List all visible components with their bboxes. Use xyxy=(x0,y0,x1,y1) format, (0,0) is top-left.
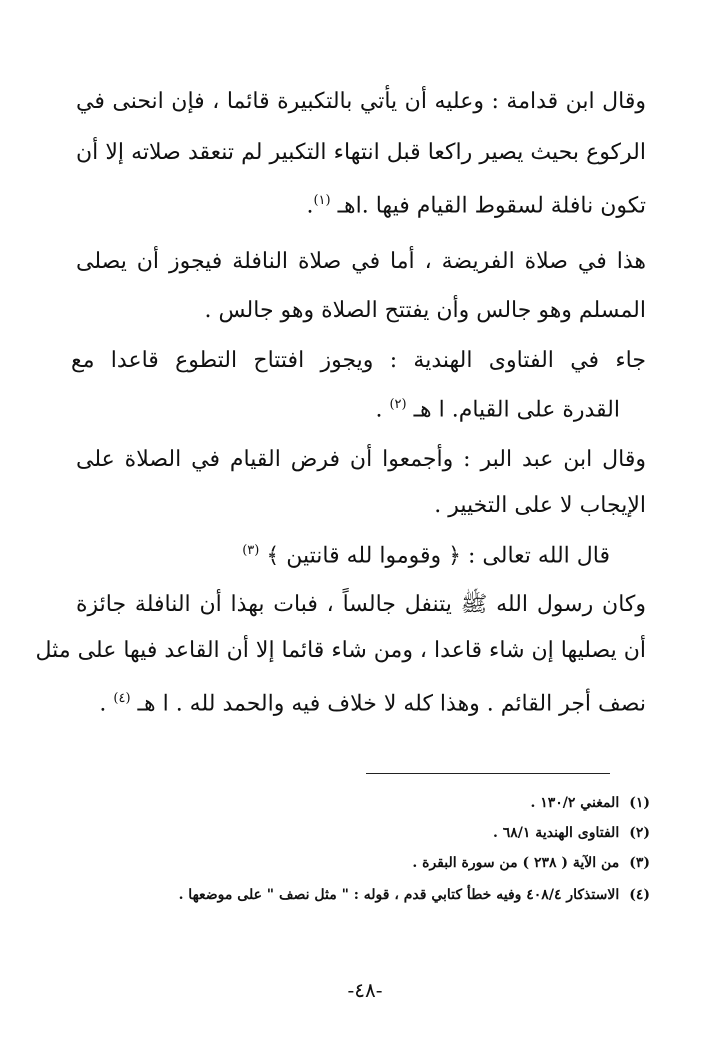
paragraph-1-line-3 xyxy=(76,186,646,221)
paragraph-6-end: . xyxy=(99,691,107,717)
footnote-2-text: الفتاوى الهندية ٦٨/١ . xyxy=(493,825,620,841)
paragraph-2-line-1: هذا في صلاة الفريضة ، أما في صلاة النافلة فيجوز أن يصلى xyxy=(76,249,646,274)
footnote-ref-4: (٤) xyxy=(113,691,131,706)
footnote-3 xyxy=(90,853,650,873)
footnote-ref-1: (١) xyxy=(313,193,331,208)
paragraph-6-line-3-text: نصف أجر القائم . وهذا كله لا خلاف فيه والحمد لله . ا هـ xyxy=(137,691,646,717)
paragraph-6-line-2: أن يصليها إن شاء قاعدا ، ومن شاء قائما إلا أن القاعد فيها على مثل xyxy=(35,638,646,663)
footnote-2-number: (٢) xyxy=(629,825,650,841)
paragraph-6-line-1: وكان رسول الله ﷺ يتنفل جالساً ، فبات بهذا أن النافلة جائزة xyxy=(76,592,646,617)
paragraph-4-line-2: الإيجاب لا على التخيير . xyxy=(434,493,646,518)
paragraph-3-line-2-text: القدرة على القيام. ا هـ xyxy=(413,397,620,423)
paragraph-1-line-2: الركوع بحيث يصير راكعا قبل انتهاء التكبير لم تنعقد صلاته إلا أن xyxy=(76,140,646,165)
footnote-3-number: (٣) xyxy=(629,855,650,871)
paragraph-3-line-2 xyxy=(50,390,620,425)
paragraph-1-line-3-text: تكون نافلة لسقوط القيام فيها .اهـ xyxy=(337,193,646,219)
footnote-3-text: من الآية ( ٢٣٨ ) من سورة البقرة . xyxy=(412,855,620,871)
paragraph-2-line-2: المسلم وهو جالس وأن يفتتح الصلاة وهو جالس . xyxy=(204,298,646,323)
paragraph-6-line-3 xyxy=(76,684,646,719)
footnote-2 xyxy=(90,823,650,843)
footnote-1-text: المغني ١٣٠/٢ . xyxy=(530,795,620,811)
paragraph-1-end: . xyxy=(306,193,314,219)
footnote-4-number: (٤) xyxy=(629,887,650,903)
quran-verse: قال الله تعالى : ﴿ وقوموا لله قانتين ﴾ xyxy=(266,543,610,569)
footnote-4-text: الاستذكار ٤٠٨/٤ وفيه خطأ كتابي قدم ، قوله : " مثل نصف " على موضعها . xyxy=(178,887,620,903)
footnote-ref-2: (٢) xyxy=(389,397,407,412)
footnote-1-number: (١) xyxy=(629,795,650,811)
footnote-1 xyxy=(90,793,650,813)
paragraph-5-line-1 xyxy=(40,536,610,571)
footnote-ref-3: (٣) xyxy=(242,543,260,558)
page-number: -٤٨- xyxy=(347,978,383,1002)
paragraph-4-line-1: وقال ابن عبد البر : وأجمعوا أن فرض القيام في الصلاة على xyxy=(76,447,646,472)
footnote-4 xyxy=(90,885,650,905)
footnote-separator xyxy=(366,773,610,774)
paragraph-3-line-1: جاء في الفتاوى الهندية : ويجوز افتتاح التطوع قاعدا مع xyxy=(71,348,646,373)
paragraph-1-line-1: وقال ابن قدامة : وعليه أن يأتي بالتكبيرة قائما ، فإن انحنى في xyxy=(76,89,646,114)
paragraph-3-end: . xyxy=(375,397,383,423)
